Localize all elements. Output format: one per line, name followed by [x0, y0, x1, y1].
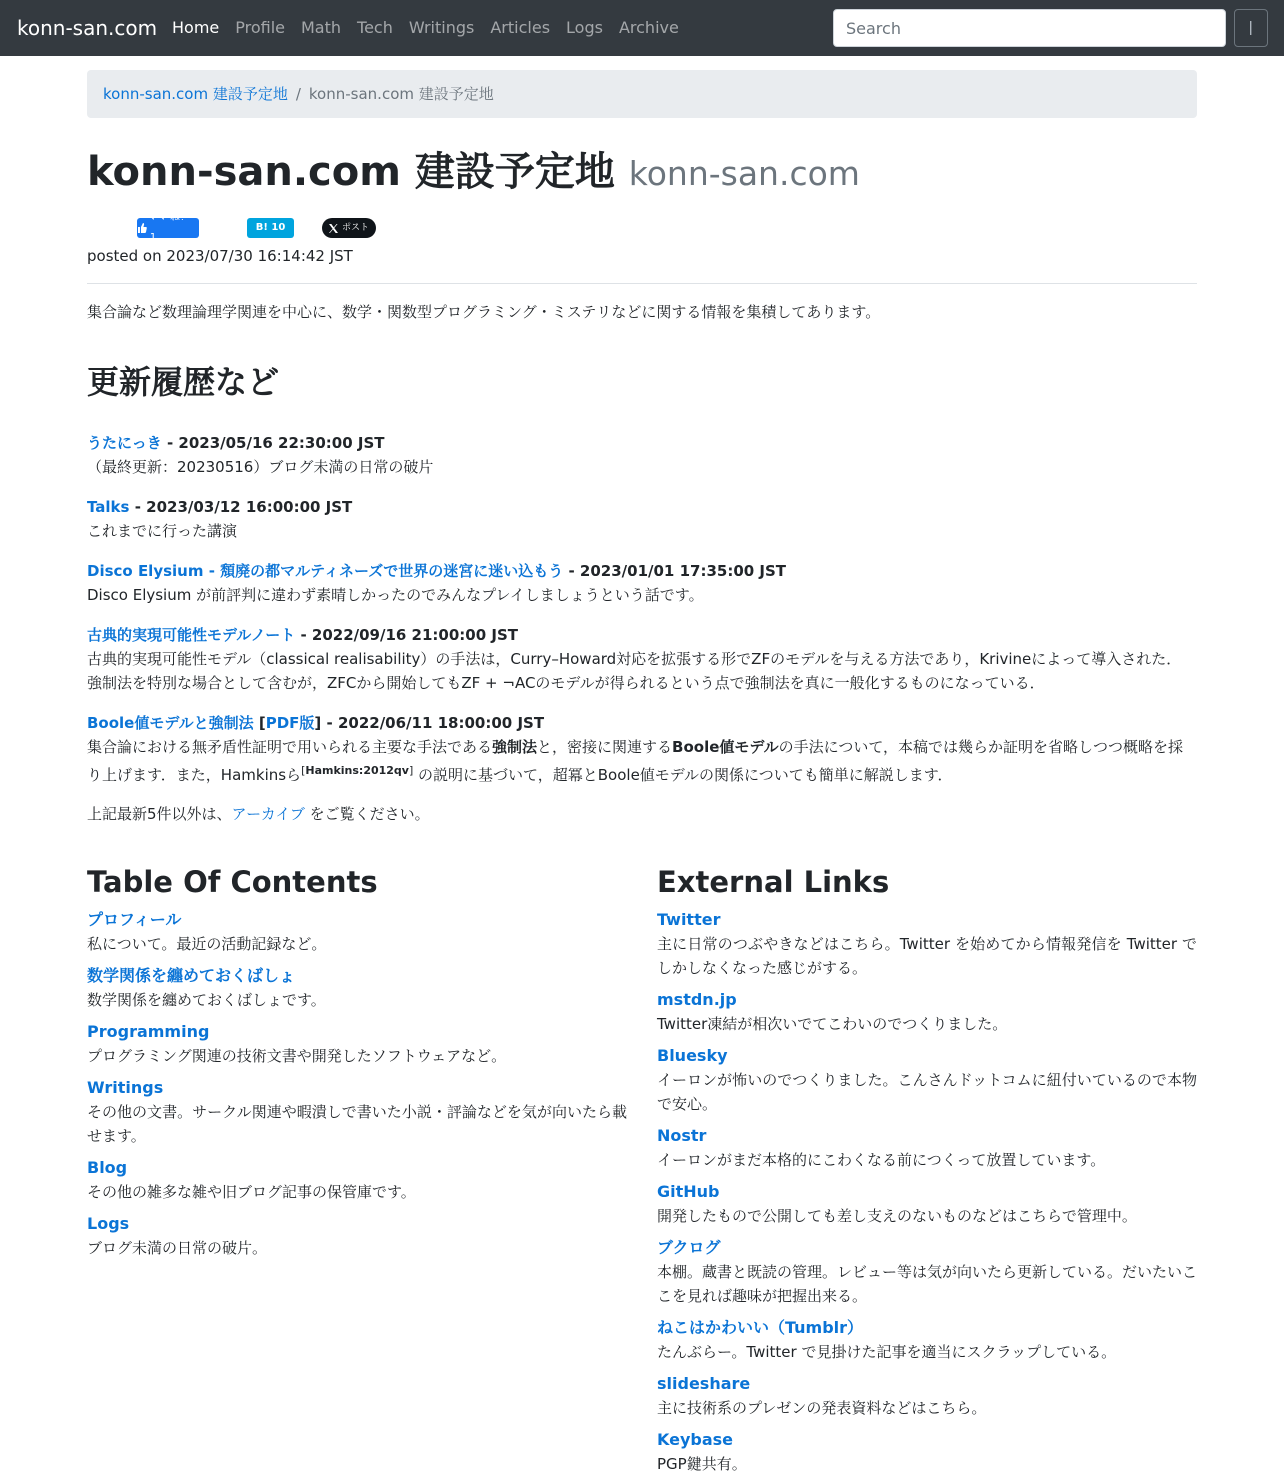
external-link-github[interactable]: GitHub [657, 1182, 720, 1201]
external-link-slideshare[interactable]: slideshare [657, 1374, 751, 1393]
desc-emphasis-forcing: 強制法 [492, 738, 538, 756]
breadcrumb-root-link[interactable]: konn-san.com 建設予定地 [103, 85, 288, 103]
update-item [87, 431, 1197, 479]
update-desc: 古典的実現可能性モデル（classical realisability）の手法は，Curry–Howard対応を拡張する形でZFのモデルを与える方法であり，Krivineによって導入された． 強制法を特別な場合として含むが，ZFCから開始してもZF + ¬ACのモデルが得られるという点で強制法を真に一般化するものになっている． [87, 650, 1182, 692]
hatena-bookmark-button[interactable] [247, 218, 294, 238]
external-item [657, 908, 1197, 980]
update-date: - 2022/09/16 21:00:00 JST [300, 626, 519, 644]
toc-item [87, 1212, 627, 1260]
toc-link-writings[interactable]: Writings [87, 1078, 164, 1097]
external-item [657, 988, 1197, 1036]
update-title-line [87, 495, 1197, 519]
toc-link-math[interactable]: 数学関係を纏めておくばしょ [87, 966, 296, 985]
update-date: - 2023/03/12 16:00:00 JST [134, 498, 353, 516]
page-subtitle: konn-san.com [628, 154, 860, 193]
search-icon [1249, 21, 1253, 35]
page-title-text: konn-san.com 建設予定地 [87, 149, 615, 195]
external-link-booklog[interactable]: ブクログ [657, 1238, 721, 1257]
update-title-line [87, 711, 1197, 735]
external-desc: イーロンがまだ本格的にこわくなる前につくって放置しています。 [657, 1151, 1106, 1169]
external-link-mastodon[interactable]: mstdn.jp [657, 990, 737, 1009]
external-links-section [657, 860, 1197, 1484]
update-date: - 2023/05/16 22:30:00 JST [166, 434, 385, 452]
breadcrumb [87, 70, 1197, 118]
external-link-tumblr[interactable]: ねこはかわいい（Tumblr） [657, 1318, 864, 1337]
search-input[interactable] [833, 9, 1226, 47]
desc-part: の手法について，本稿では幾らか証明を省略しつつ概略を採り上げます．また，Hamkinsら [87, 738, 1184, 784]
nav-writings[interactable]: Writings [408, 18, 475, 37]
nav-articles[interactable]: Articles [490, 18, 551, 37]
citation[interactable]: [Hamkins:2012qv] [301, 764, 414, 777]
update-link[interactable]: Boole値モデルと強制法 [87, 714, 254, 732]
toc-item [87, 908, 627, 956]
page-title [87, 144, 860, 202]
external-link-twitter[interactable]: Twitter [657, 910, 721, 929]
update-desc: これまでに行った講演 [87, 522, 238, 540]
external-links-heading: External Links [657, 865, 890, 899]
x-post-label: ポスト [341, 223, 369, 233]
share-bar [87, 212, 487, 243]
external-item [657, 1236, 1197, 1308]
archive-prefix: 上記最新5件以外は、 [87, 805, 232, 823]
nav-links [172, 16, 695, 40]
posted-date-text: posted on 2023/07/30 16:14:42 JST [87, 247, 353, 265]
external-desc: 主に日常のつぶやきなどはこちら。Twitter を始めてから情報発信を Twitter でしかしなくなった感じがする。 [657, 935, 1197, 977]
external-item [657, 1180, 1197, 1228]
update-title-line [87, 623, 1197, 647]
external-item [657, 1372, 1197, 1420]
update-desc [87, 735, 1197, 787]
brand-link[interactable]: konn-san.com [17, 16, 158, 40]
nav-math[interactable]: Math [301, 18, 342, 37]
toc-item [87, 1076, 627, 1148]
toc-link-profile[interactable]: プロフィール [87, 910, 182, 929]
toc-heading: Table Of Contents [87, 865, 378, 899]
archive-link[interactable]: アーカイブ [231, 805, 305, 823]
desc-part: と，密接に関連する [537, 738, 673, 756]
desc-part: の説明に基づいて，超冪とBoole値モデルの関係についても簡単に解説します． [413, 766, 953, 784]
external-desc: PGP鍵共有。 [657, 1455, 747, 1473]
update-title-line [87, 559, 1197, 583]
external-desc: イーロンが怖いのでつくりました。こんさんドットコムに紐付いているので本物で安心。 [657, 1071, 1197, 1113]
facebook-like-label: いいね！ 1 [149, 212, 190, 243]
updates-list [87, 431, 1197, 803]
external-link-nostr[interactable]: Nostr [657, 1126, 707, 1145]
nav-archive[interactable]: Archive [618, 18, 679, 37]
x-logo-icon [329, 224, 338, 233]
external-link-bluesky[interactable]: Bluesky [657, 1046, 728, 1065]
hatena-bookmark-label: B! 10 [255, 222, 286, 233]
toc-desc: 数学関係を纏めておくばしょです。 [87, 991, 326, 1009]
update-date: - 2022/06/11 18:00:00 JST [326, 714, 545, 732]
update-link[interactable]: Talks [87, 498, 130, 516]
update-item [87, 559, 1197, 607]
update-item [87, 711, 1197, 787]
archive-suffix: をご覧ください。 [304, 805, 430, 823]
update-link[interactable]: Disco Elysium - 頽廃の都マルティネーズで世界の迷宮に迷い込もう [87, 562, 564, 580]
toc-desc: ブログ未満の日常の破片。 [87, 1239, 268, 1257]
toc-item [87, 1156, 627, 1204]
update-desc: Disco Elysium が前評判に違わず素晴しかったのでみんなプレイしましょうという話です。 [87, 586, 704, 604]
toc-desc: プログラミング関連の技術文書や開発したソフトウェアなど。 [87, 1047, 507, 1065]
update-title-line [87, 431, 1197, 455]
intro-text: 集合論など数理論理学関連を中心に、数学・関数型プログラミング・ミステリなどに関する情報を集積してあります。 [87, 303, 881, 321]
toc-section [87, 860, 627, 1268]
nav-tech[interactable]: Tech [357, 18, 393, 37]
x-post-button[interactable] [322, 218, 376, 238]
update-link[interactable]: うたにっき [87, 434, 162, 452]
nav-logs[interactable]: Logs [566, 18, 603, 37]
toc-link-programming[interactable]: Programming [87, 1022, 210, 1041]
update-desc: （最終更新：20230516）ブログ未満の日常の破片 [87, 458, 434, 476]
thumbs-up-icon [137, 223, 147, 233]
breadcrumb-current: konn-san.com 建設予定地 [308, 85, 494, 103]
external-link-keybase[interactable]: Keybase [657, 1430, 734, 1449]
breadcrumb-separator: / [295, 85, 301, 103]
archive-line [87, 802, 430, 826]
external-desc: たんぶらー。Twitter で見掛けた記事を適当にスクラップしている。 [657, 1343, 1117, 1361]
divider [87, 283, 1197, 284]
updates-heading: 更新履歴など [87, 363, 280, 401]
external-item [657, 1044, 1197, 1116]
nav-home[interactable]: Home [172, 18, 220, 37]
toc-desc: その他の文書。サークル関連や暇潰しで書いた小説・評論などを気が向いたら載せます。 [87, 1103, 627, 1145]
pdf-bracket-open: [ [258, 714, 266, 732]
search-button[interactable] [1234, 9, 1268, 47]
citation-key: Hamkins:2012qv [305, 764, 409, 777]
external-desc: 主に技術系のプレゼンの発表資料などはこちら。 [657, 1399, 987, 1417]
toc-item [87, 964, 627, 1012]
toc-desc: その他の雑多な雑や旧ブログ記事の保管庫です。 [87, 1183, 416, 1201]
update-date: - 2023/01/01 17:35:00 JST [568, 562, 787, 580]
update-link[interactable]: 古典的実現可能性モデルノート [87, 626, 296, 644]
external-desc: 開発したもので公開しても差し支えのないものなどはこちらで管理中。 [657, 1207, 1137, 1225]
pdf-link[interactable]: PDF版 [265, 714, 315, 732]
external-desc: 本棚。蔵書と既読の管理。レビュー等は気が向いたら更新している。だいたいここを見れば趣味が把握出来る。 [657, 1263, 1198, 1305]
top-navbar [0, 0, 1284, 56]
update-item [87, 495, 1197, 543]
desc-part: 集合論における無矛盾性証明で用いられる主要な手法である [87, 738, 493, 756]
nav-profile[interactable]: Profile [235, 18, 285, 37]
toc-link-blog[interactable]: Blog [87, 1158, 128, 1177]
toc-item [87, 1020, 627, 1068]
pdf-bracket-close: ] [314, 714, 322, 732]
external-desc: Twitter凍結が相次いでてこわいのでつくりました。 [657, 1015, 1008, 1033]
posted-date [87, 244, 353, 268]
facebook-like-button[interactable] [137, 212, 199, 243]
update-item [87, 623, 1197, 695]
external-item [657, 1124, 1197, 1172]
desc-emphasis-boolean: Boole値モデル [672, 738, 779, 756]
toc-link-logs[interactable]: Logs [87, 1214, 130, 1233]
external-item [657, 1316, 1197, 1364]
toc-desc: 私について。最近の活動記録など。 [87, 935, 327, 953]
